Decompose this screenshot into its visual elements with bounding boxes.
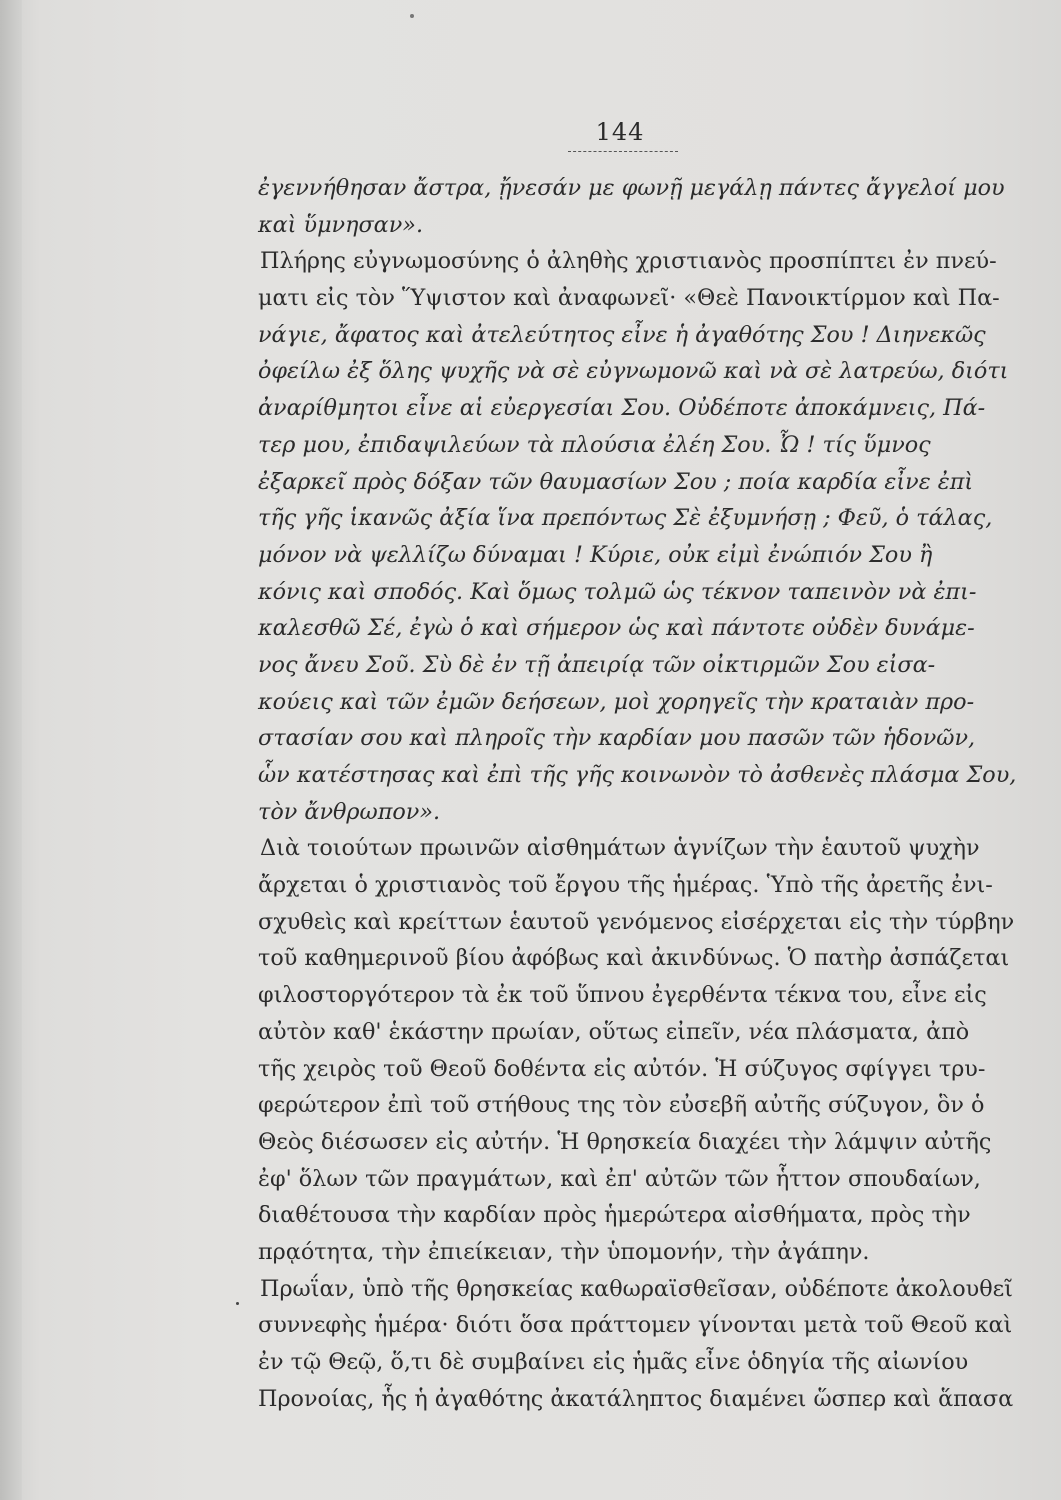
text-line: Θεὸς διέσωσεν εἰς αὐτήν. Ἡ θρησκεία διαχέει τὴν λάμψιν αὐτῆς: [258, 1128, 992, 1155]
text-line: τῆς χειρὸς τοῦ Θεοῦ δοθέντα εἰς αὐτόν. Ἡ σύζυγος σφίγγει τρυ-: [258, 1055, 986, 1082]
text-line: νάγιε, ἄφατος καὶ ἀτελεύτητος εἶνε ἡ ἀγαθότης Σου ! Διηνεκῶς: [258, 321, 986, 348]
text-line: σχυθεὶς καὶ κρείττων ἑαυτοῦ γενόμενος εἰσέρχεται εἰς τὴν τύρβην: [258, 908, 1015, 935]
text-line: ἐξαρκεῖ πρὸς δόξαν τῶν θαυμασίων Σου ; ποία καρδία εἶνε ἐπὶ: [258, 468, 974, 495]
text-line: Διὰ τοιούτων πρωινῶν αἰσθημάτων ἁγνίζων τὴν ἑαυτοῦ ψυχὴν: [260, 835, 980, 862]
text-line: αὐτὸν καθ' ἑκάστην πρωίαν, οὕτως εἰπεῖν, νέα πλάσματα, ἀπὸ: [258, 1018, 970, 1045]
text-line: πρᾳότητα, τὴν ἐπιείκειαν, τὴν ὑπομονήν, τὴν ἀγάπην.: [258, 1238, 870, 1265]
text-line: καὶ ὕμνησαν».: [258, 211, 424, 238]
text-line: κούεις καὶ τῶν ἐμῶν δεήσεων, μοὶ χορηγεῖς τὴν κραταιὰν προ-: [258, 688, 975, 715]
text-line: τερ μου, ἐπιδαψιλεύων τὰ πλούσια ἐλέη Σου. Ὦ ! τίς ὕμνος: [258, 431, 931, 458]
page-number-rule: [568, 151, 678, 152]
text-line: τοῦ καθημερινοῦ βίου ἀφόβως καὶ ἀκινδύνως. Ὁ πατὴρ ἀσπάζεται: [258, 945, 1010, 972]
text-line: ἐν τῷ Θεῷ, ὅ,τι δὲ συμβαίνει εἰς ἡμᾶς εἶνε ὁδηγία τῆς αἰωνίου: [258, 1349, 969, 1375]
text-line: συννεφὴς ἡμέρα· διότι ὅσα πράττομεν γίνονται μετὰ τοῦ Θεοῦ καὶ: [258, 1312, 1013, 1339]
text-line: Πλήρης εὐγνωμοσύνης ὁ ἀληθὴς χριστιανὸς προσπίπτει ἐν πνεύ-: [260, 248, 997, 275]
body-text: [258, 170, 1048, 1417]
text-line: Πρωΐαν, ὑπὸ τῆς θρησκείας καθωραϊσθεῖσαν, οὐδέποτε ἀκολουθεῖ: [260, 1275, 1013, 1302]
text-line: στασίαν σου καὶ πληροῖς τὴν καρδίαν μου πασῶν τῶν ἡδονῶν,: [258, 725, 976, 752]
text-line: ἀναρίθμητοι εἶνε αἱ εὐεργεσίαι Σου. Οὐδέποτε ἀποκάμνεις, Πά-: [258, 395, 986, 422]
text-line: διαθέτουσα τὴν καρδίαν πρὸς ἡμερώτερα αἰσθήματα, πρὸς τὴν: [258, 1202, 971, 1229]
text-line: ὀφείλω ἐξ ὅλης ψυχῆς νὰ σὲ εὐγνωμονῶ καὶ νὰ σὲ λατρεύω, διότι: [258, 358, 1009, 385]
page-number: 144: [595, 118, 645, 146]
text-line: τὸν ἄνθρωπον».: [258, 798, 441, 825]
binding-edge: [0, 0, 22, 1500]
text-line: μόνον νὰ ψελλίζω δύναμαι ! Κύριε, οὐκ εἰμὶ ἐνώπιόν Σου ἢ: [258, 541, 933, 568]
text-line: φιλοστοργότερον τὰ ἐκ τοῦ ὕπνου ἐγερθέντα τέκνα του, εἶνε εἰς: [258, 982, 987, 1009]
text-line: τῆς γῆς ἱκανῶς ἀξία ἵνα πρεπόντως Σὲ ἐξυμνήσῃ ; Φεῦ, ὁ τάλας,: [258, 505, 993, 532]
text-line: ἐγεννήθησαν ἄστρα, ᾔνεσάν με φωνῇ μεγάλῃ πάντες ἄγγελοί μου: [258, 175, 1005, 201]
speck: [410, 14, 414, 18]
speck: [236, 1302, 239, 1305]
text-line: νος ἄνευ Σοῦ. Σὺ δὲ ἐν τῇ ἀπειρίᾳ τῶν οἰκτιρμῶν Σου εἰσα-: [258, 651, 936, 678]
text-line: Προνοίας, ἧς ἡ ἀγαθότης ἀκατάληπτος διαμένει ὥσπερ καὶ ἅπασα: [258, 1385, 1014, 1412]
text-line: ὧν κατέστησας καὶ ἐπὶ τῆς γῆς κοινωνὸν τὸ ἀσθενὲς πλάσμα Σου,: [258, 762, 1017, 788]
text-line: καλεσθῶ Σέ, ἐγὼ ὁ καὶ σήμερον ὡς καὶ πάντοτε οὐδὲν δυνάμε-: [258, 615, 975, 642]
text-line: φερώτερον ἐπὶ τοῦ στήθους της τὸν εὐσεβῆ αὐτῆς σύζυγον, ὃν ὁ: [258, 1092, 985, 1119]
text-line: κόνις καὶ σποδός. Καὶ ὅμως τολμῶ ὡς τέκνον ταπεινὸν νὰ ἐπι-: [258, 578, 977, 605]
text-line: ἄρχεται ὁ χριστιανὸς τοῦ ἔργου τῆς ἡμέρας. Ὑπὸ τῆς ἀρετῆς ἐνι-: [258, 872, 993, 899]
text-line: ἐφ' ὅλων τῶν πραγμάτων, καὶ ἐπ' αὐτῶν τῶν ἧττον σπουδαίων,: [258, 1165, 981, 1192]
text-line: ματι εἰς τὸν Ὕψιστον καὶ ἀναφωνεῖ· «Θεὲ Πανοικτίρμον καὶ Πα-: [258, 285, 1000, 312]
